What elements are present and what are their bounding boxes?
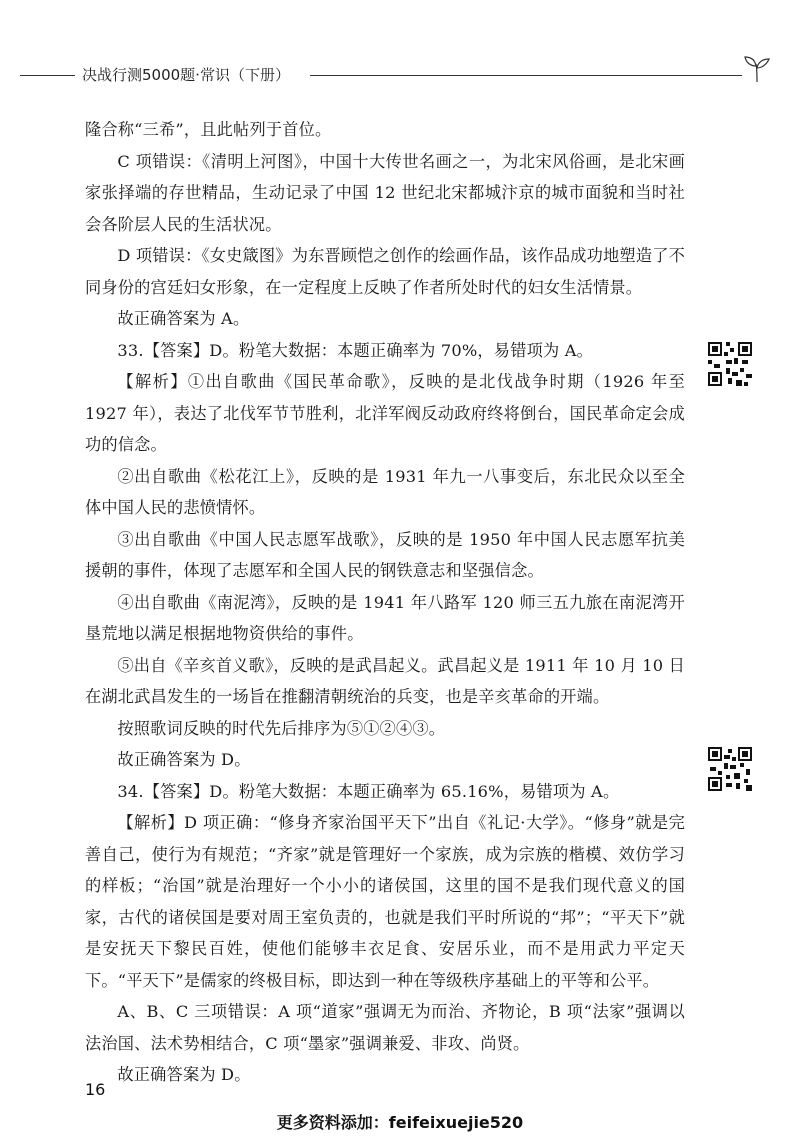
paragraph: C 项错误：《清明上河图》，中国十大传世名画之一，为北宋风俗画，是北宋画家张择端的存世精品，生动记录了中国 12 世纪北宋都城汴京的城市面貌和当时社会各阶层人民的生活状况。	[85, 151, 685, 234]
paragraph: ③出自歌曲《中国人民志愿军战歌》，反映的是 1950 年中国人民志愿军抗美援朝的事件，体现了志愿军和全国人民的钢铁意志和坚强信念。	[85, 529, 685, 580]
paragraph: ④出自歌曲《南泥湾》，反映的是 1941 年八路军 120 师三五九旅在南泥湾开垦荒地以满足根据地物资供给的事件。	[85, 592, 685, 643]
paragraph: 【解析】D 项正确：“修身齐家治国平天下”出自《礼记·大学》。“修身”就是完善自己，使行为有规范；“齐家”就是管理好一个家族，成为宗族的楷模、效仿学习的样板；“治国”就是治理好一个小小的诸侯国，这里的国不是我们现代意义的国家，古代的诸侯国是要对周王室负责的，也就是我们平时所说的“邦”；“平天下”就是安抚天下黎民百姓，使他们能够丰衣足食、安居乐业，而不是用武力平定天下。“平天下”是儒家的终极目标，即达到一种在等级秩序基础上的平等和公平。	[85, 813, 685, 990]
paragraph: 隆合称“三希”，且此帖列于首位。	[85, 120, 332, 139]
paragraph: 按照歌词反映的时代先后排序为⑤①②④③。	[117, 718, 446, 738]
header-rule-left	[20, 75, 75, 76]
sprout-icon	[742, 54, 772, 84]
paragraph: ⑤出自《辛亥首义歌》，反映的是武昌起义。武昌起义是 1911 年 10 月 10 日在湖北武昌发生的一场旨在推翻清朝统治的兵变，也是辛亥革命的开端。	[85, 655, 685, 706]
paragraph: ②出自歌曲《松花江上》，反映的是 1931 年九一八事变后，东北民众以至全体中国人民的悲愤情怀。	[85, 466, 685, 517]
page-number: 16	[85, 1080, 106, 1099]
paragraph: A、B、C 三项错误：A 项“道家”强调无为而治、齐物论，B 项“法家”强调以法治国、法术势相结合，C 项“墨家”强调兼爱、非攻、尚贤。	[85, 1002, 685, 1053]
book-title: 决战行测5000题·常识（下册）	[82, 66, 290, 84]
qr-code-icon[interactable]	[706, 745, 754, 793]
paragraph: 故正确答案为 A。	[117, 309, 250, 328]
answer-heading-34: 34.【答案】D。粉笔大数据：本题正确率为 65.16%，易错项为 A。	[117, 781, 620, 801]
answer-heading-33: 33.【答案】D。粉笔大数据：本题正确率为 70%，易错项为 A。	[117, 340, 593, 360]
paragraph: D 项错误：《女史箴图》为东晋顾恺之创作的绘画作品，该作品成功地塑造了不同身份的宫廷妇女形象，在一定程度上反映了作者所处时代的妇女生活情景。	[85, 246, 685, 297]
qr-code-icon[interactable]	[706, 340, 754, 388]
answer-explanation-body	[85, 114, 685, 1091]
running-header	[20, 64, 765, 86]
paragraph: 故正确答案为 D。	[117, 1065, 251, 1084]
paragraph: 【解析】①出自歌曲《国民革命歌》，反映的是北伐战争时期（1926 年至 1927 年），表达了北伐军节节胜利，北洋军阀反动政府终将倒台，国民革命定会成功的信念。	[85, 372, 685, 454]
paragraph: 故正确答案为 D。	[117, 750, 251, 769]
header-rule-right	[310, 75, 742, 76]
footer-note: 更多资料添加：feifeixuejie520	[276, 1113, 524, 1132]
